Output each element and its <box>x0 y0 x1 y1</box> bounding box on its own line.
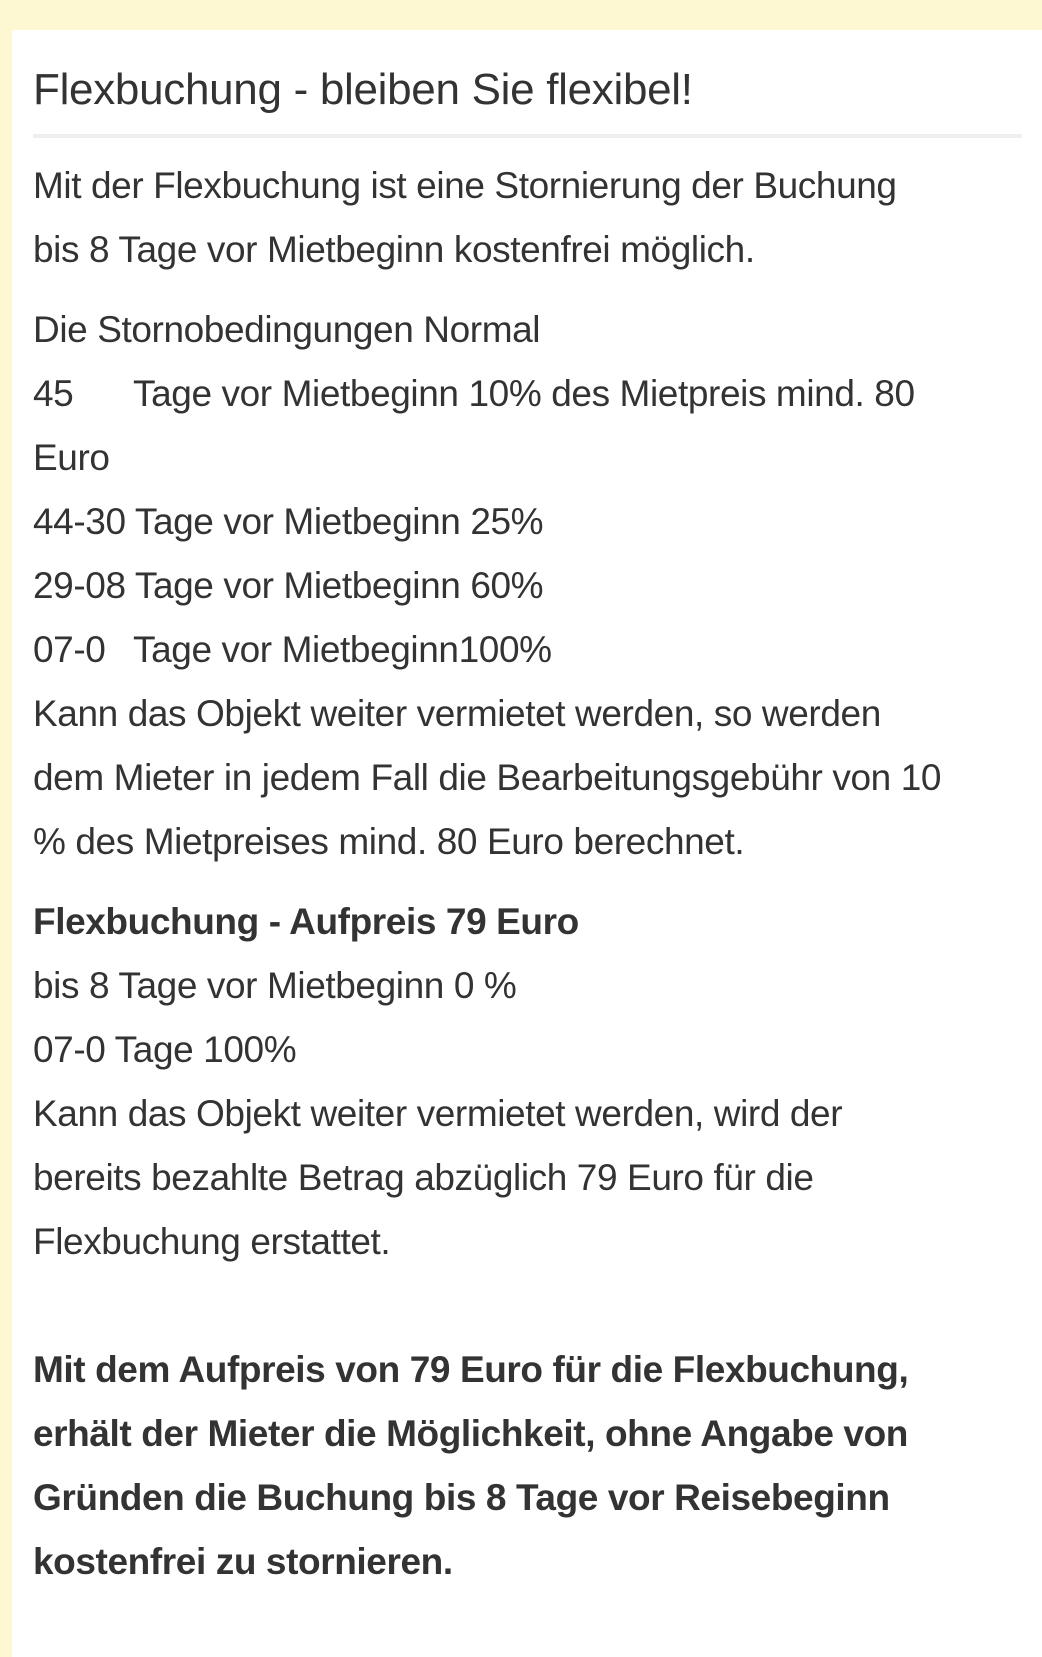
content-card <box>12 30 1042 1657</box>
flex-note-line: Kann das Objekt weiter vermietet werden, wird der <box>33 1093 843 1134</box>
summary-line: Gründen die Buchung bis 8 Tage vor Reisebeginn <box>33 1477 890 1518</box>
title-divider <box>33 134 1022 138</box>
normal-note-line: dem Mieter in jedem Fall die Bearbeitungsgebühr von 10 <box>33 757 942 798</box>
normal-cancellation-heading: Die Stornobedingungen Normal <box>33 309 541 350</box>
summary-line: Mit dem Aufpreis von 79 Euro für die Flexbuchung, <box>33 1349 909 1390</box>
flex-note-line: bereits bezahlte Betrag abzüglich 79 Euro für die <box>33 1157 814 1198</box>
normal-cancellation-section <box>33 298 1022 874</box>
flex-booking-section <box>33 890 1022 1274</box>
normal-cancellation-row <box>33 618 1022 682</box>
normal-cancellation-row-continued: Euro <box>33 437 110 478</box>
flex-booking-row: 07-0 Tage 100% <box>33 1029 297 1070</box>
summary-paragraph <box>33 1338 1022 1594</box>
intro-paragraph <box>33 154 1022 282</box>
normal-note-line: Kann das Objekt weiter vermietet werden, so werden <box>33 693 881 734</box>
article-body <box>33 154 1022 1594</box>
flex-booking-heading: Flexbuchung - Aufpreis 79 Euro <box>33 901 579 942</box>
row-days: 45 <box>33 373 74 414</box>
normal-cancellation-row: 44-30 Tage vor Mietbeginn 25% <box>33 501 544 542</box>
summary-line: erhält der Mieter die Möglichkeit, ohne Angabe von <box>33 1413 908 1454</box>
row-text: Tage vor Mietbeginn100% <box>133 629 552 670</box>
intro-line: Mit der Flexbuchung ist eine Stornierung der Buchung <box>33 165 897 206</box>
flex-booking-row: bis 8 Tage vor Mietbeginn 0 % <box>33 965 517 1006</box>
row-days: 07-0 <box>33 629 106 670</box>
normal-cancellation-row: 29-08 Tage vor Mietbeginn 60% <box>33 565 544 606</box>
normal-cancellation-row <box>33 362 1022 426</box>
flex-note-line: Flexbuchung erstattet. <box>33 1221 391 1262</box>
intro-line: bis 8 Tage vor Mietbeginn kostenfrei möglich. <box>33 229 755 270</box>
page-title: Flexbuchung - bleiben Sie flexibel! <box>33 65 693 114</box>
normal-note-line: % des Mietpreises mind. 80 Euro berechnet. <box>33 821 745 862</box>
summary-line: kostenfrei zu stornieren. <box>33 1541 453 1582</box>
row-text: Tage vor Mietbeginn 10% des Mietpreis mind. 80 <box>133 373 915 414</box>
